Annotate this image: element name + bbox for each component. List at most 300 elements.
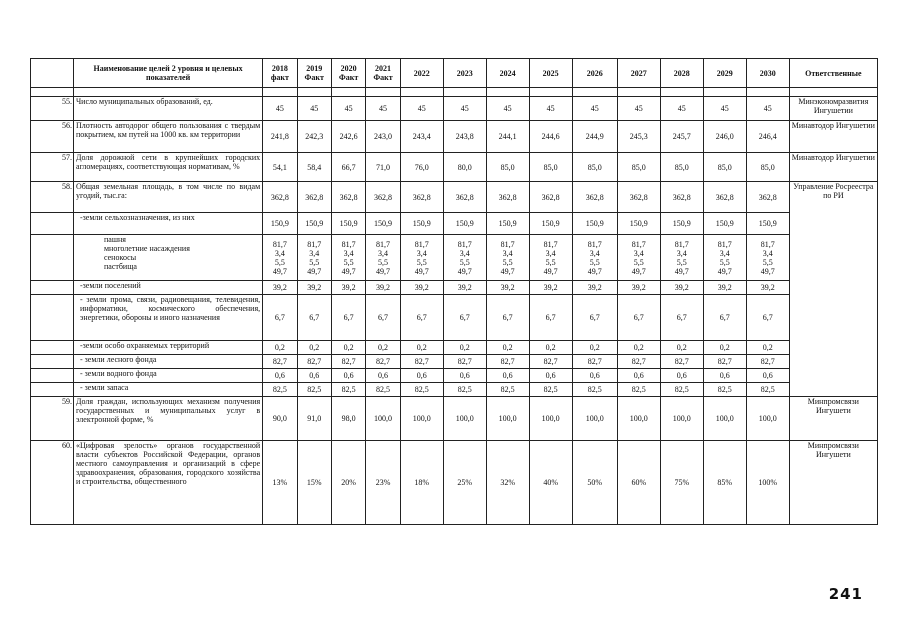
value-cell: 362,8	[529, 182, 572, 213]
value-cell: 362,8	[366, 182, 400, 213]
value-line: 81,7	[717, 239, 732, 249]
value-cell: 85,0	[746, 153, 789, 182]
value-cell: 45	[263, 97, 297, 121]
value-cell: 54,1	[263, 153, 297, 182]
value-cell: 25%	[443, 441, 486, 525]
value-cell: 0,6	[572, 369, 617, 383]
value-cell: 90,0	[263, 397, 297, 441]
header-year: 2028	[660, 59, 703, 88]
value-line: 5,5	[274, 257, 285, 267]
value-cell: 241,8	[263, 121, 297, 153]
value-cell: 45	[703, 97, 746, 121]
land-category-name: - земли лесного фонда	[73, 355, 262, 369]
value-line: 49,7	[272, 266, 287, 276]
value-line: 3,4	[762, 248, 773, 258]
value-line: 3,4	[502, 248, 513, 258]
value-cell: 0,6	[400, 369, 443, 383]
row-number: 57.	[31, 153, 74, 182]
value-cell: 82,7	[400, 355, 443, 369]
value-cell: 20%	[331, 441, 365, 525]
value-cell: 362,8	[443, 182, 486, 213]
table-row-land	[31, 383, 878, 397]
responsible-cell: Минпромсвязи Ингушети	[789, 397, 877, 441]
value-cell: 100,0	[366, 397, 400, 441]
value-cell: 245,7	[660, 121, 703, 153]
indicators-table-sheet	[30, 58, 878, 525]
value-line: 3,4	[459, 248, 470, 258]
value-line: 81,7	[341, 239, 356, 249]
value-line: 5,5	[719, 257, 730, 267]
value-cell: 82,7	[572, 355, 617, 369]
land-category-name: -земли поселений	[73, 281, 262, 295]
value-cell: 60%	[617, 441, 660, 525]
value-cell: 150,9	[400, 213, 443, 235]
value-line: 49,7	[587, 266, 602, 276]
value-line: 81,7	[307, 239, 322, 249]
value-cell: 39,2	[529, 281, 572, 295]
header-no	[31, 59, 74, 88]
value-line: 5,5	[502, 257, 513, 267]
value-cell: 243,8	[443, 121, 486, 153]
value-cell: 82,5	[297, 383, 331, 397]
value-cell: 150,9	[263, 213, 297, 235]
value-cell: 243,0	[366, 121, 400, 153]
header-year: 2030	[746, 59, 789, 88]
value-cell: 82,5	[529, 383, 572, 397]
value-cell: 100,0	[400, 397, 443, 441]
value-cell: 32%	[486, 441, 529, 525]
value-cell: 82,5	[486, 383, 529, 397]
table-row	[31, 121, 878, 153]
value-cell: 150,9	[703, 213, 746, 235]
value-line: 49,7	[500, 266, 515, 276]
value-cell: 0,2	[617, 341, 660, 355]
table-row	[31, 182, 878, 213]
value-cell: 0,6	[703, 369, 746, 383]
value-cell: 39,2	[572, 281, 617, 295]
table-row-land	[31, 281, 878, 295]
value-cell-multi	[366, 235, 400, 281]
value-cell: 0,6	[617, 369, 660, 383]
value-cell: 243,4	[400, 121, 443, 153]
value-cell: 6,7	[486, 295, 529, 341]
page-number: 241	[828, 585, 863, 603]
value-line: 3,4	[343, 248, 354, 258]
value-cell: 150,9	[366, 213, 400, 235]
value-line: 5,5	[589, 257, 600, 267]
header-year: 2019 Факт	[297, 59, 331, 88]
header-year: 2021 Факт	[366, 59, 400, 88]
value-cell-multi	[703, 235, 746, 281]
value-cell: 82,5	[617, 383, 660, 397]
value-cell: 13%	[263, 441, 297, 525]
value-cell: 0,6	[529, 369, 572, 383]
indicator-name: Число муниципальных образований, ед.	[73, 97, 262, 121]
value-line: 3,4	[719, 248, 730, 258]
value-cell: 45	[443, 97, 486, 121]
value-cell: 362,8	[297, 182, 331, 213]
value-cell: 0,2	[263, 341, 297, 355]
land-subtype-name: сенокосы	[103, 253, 137, 262]
header-year: 2022	[400, 59, 443, 88]
value-cell: 71,0	[366, 153, 400, 182]
table-header-row	[31, 59, 878, 88]
indicators-table	[30, 58, 878, 525]
value-cell: 362,8	[746, 182, 789, 213]
value-cell: 82,7	[529, 355, 572, 369]
value-cell: 100,0	[660, 397, 703, 441]
value-cell: 6,7	[703, 295, 746, 341]
value-cell: 82,5	[703, 383, 746, 397]
value-cell: 39,2	[331, 281, 365, 295]
value-cell: 6,7	[263, 295, 297, 341]
value-line: 5,5	[676, 257, 687, 267]
value-cell: 45	[297, 97, 331, 121]
row-number-empty	[31, 341, 74, 355]
value-cell: 45	[617, 97, 660, 121]
value-cell-multi	[746, 235, 789, 281]
value-line: 81,7	[674, 239, 689, 249]
indicator-name: Плотность автодорог общего пользования с твердым покрытием, км путей на 1000 кв. км территории	[73, 121, 262, 153]
value-cell: 150,9	[746, 213, 789, 235]
value-cell: 6,7	[443, 295, 486, 341]
value-cell-multi	[297, 235, 331, 281]
header-year: 2023	[443, 59, 486, 88]
value-cell: 45	[331, 97, 365, 121]
value-cell: 0,6	[366, 369, 400, 383]
indicator-name: Общая земельная площадь, в том числе по видам угодий, тыс.га:	[73, 182, 262, 213]
value-cell: 75%	[660, 441, 703, 525]
table-row-land	[31, 295, 878, 341]
value-cell: 6,7	[366, 295, 400, 341]
value-line: 5,5	[343, 257, 354, 267]
value-cell: 6,7	[617, 295, 660, 341]
value-cell: 246,0	[703, 121, 746, 153]
value-cell: 0,2	[529, 341, 572, 355]
header-year: 2020 Факт	[331, 59, 365, 88]
responsible-cell: Управление Росреестра по РИ	[789, 182, 877, 397]
value-line: 49,7	[760, 266, 775, 276]
row-number-empty	[31, 295, 74, 341]
value-cell: 244,6	[529, 121, 572, 153]
value-cell: 58,4	[297, 153, 331, 182]
land-category-name: - земли водного фонда	[73, 369, 262, 383]
responsible-cell: Минэкономразвития Ингушетии	[789, 97, 877, 121]
value-cell: 150,9	[297, 213, 331, 235]
value-cell: 45	[746, 97, 789, 121]
row-number: 59.	[31, 397, 74, 441]
value-line: 81,7	[376, 239, 391, 249]
value-cell: 244,1	[486, 121, 529, 153]
value-line: 49,7	[307, 266, 322, 276]
value-cell: 39,2	[443, 281, 486, 295]
value-cell: 362,8	[617, 182, 660, 213]
value-cell: 0,6	[331, 369, 365, 383]
value-line: 3,4	[676, 248, 687, 258]
value-line: 49,7	[457, 266, 472, 276]
value-cell: 362,8	[572, 182, 617, 213]
value-cell: 45	[572, 97, 617, 121]
value-cell: 85,0	[660, 153, 703, 182]
value-cell: 82,5	[746, 383, 789, 397]
table-row-land	[31, 213, 878, 235]
table-row-land	[31, 369, 878, 383]
value-cell: 242,3	[297, 121, 331, 153]
value-line: 3,4	[589, 248, 600, 258]
value-line: 49,7	[341, 266, 356, 276]
land-subtype-name: пашня	[103, 235, 126, 244]
value-cell: 100,0	[746, 397, 789, 441]
value-cell: 244,9	[572, 121, 617, 153]
value-line: 3,4	[378, 248, 389, 258]
value-cell: 82,5	[400, 383, 443, 397]
value-cell: 100,0	[703, 397, 746, 441]
value-cell: 39,2	[660, 281, 703, 295]
value-cell-multi	[572, 235, 617, 281]
value-cell: 245,3	[617, 121, 660, 153]
table-body	[31, 88, 878, 525]
value-cell-multi	[400, 235, 443, 281]
value-cell: 0,2	[486, 341, 529, 355]
land-subtype-name: пастбища	[103, 262, 137, 271]
value-cell: 6,7	[297, 295, 331, 341]
value-cell: 39,2	[366, 281, 400, 295]
value-line: 49,7	[631, 266, 646, 276]
value-cell: 66,7	[331, 153, 365, 182]
value-line: 81,7	[587, 239, 602, 249]
value-cell: 0,2	[297, 341, 331, 355]
value-line: 3,4	[274, 248, 285, 258]
value-cell: 0,2	[400, 341, 443, 355]
land-category-name: - земли прома, связи, радиовещания, телевидения, информатики, космического обеспечения, энергетики, обороны и иного назначения	[73, 295, 262, 341]
value-cell: 82,5	[660, 383, 703, 397]
value-cell: 150,9	[486, 213, 529, 235]
value-cell: 82,5	[331, 383, 365, 397]
value-cell: 150,9	[331, 213, 365, 235]
value-line: 49,7	[376, 266, 391, 276]
value-cell: 100,0	[572, 397, 617, 441]
value-cell: 0,6	[297, 369, 331, 383]
land-category-name: - земли запаса	[73, 383, 262, 397]
value-cell: 50%	[572, 441, 617, 525]
header-responsible: Ответственные	[789, 59, 877, 88]
value-cell: 0,2	[443, 341, 486, 355]
value-cell: 80,0	[443, 153, 486, 182]
land-category-name: -земли особо охраняемых территорий	[73, 341, 262, 355]
value-cell: 45	[486, 97, 529, 121]
value-line: 5,5	[309, 257, 320, 267]
row-number: 58.	[31, 182, 74, 213]
value-cell: 6,7	[331, 295, 365, 341]
value-cell: 82,7	[617, 355, 660, 369]
value-line: 81,7	[500, 239, 515, 249]
value-cell: 362,8	[486, 182, 529, 213]
value-cell: 45	[400, 97, 443, 121]
value-cell-multi	[486, 235, 529, 281]
responsible-cell: Минпромсвязи Ингушети	[789, 441, 877, 525]
value-cell: 150,9	[443, 213, 486, 235]
value-cell: 6,7	[572, 295, 617, 341]
value-cell: 0,6	[443, 369, 486, 383]
value-cell: 150,9	[572, 213, 617, 235]
value-cell: 82,5	[443, 383, 486, 397]
value-cell: 85,0	[572, 153, 617, 182]
value-cell: 82,7	[746, 355, 789, 369]
value-cell: 85,0	[617, 153, 660, 182]
value-cell: 91,0	[297, 397, 331, 441]
responsible-cell: Минавтодор Ингушетии	[789, 121, 877, 153]
table-row-land	[31, 355, 878, 369]
table-row-land	[31, 235, 878, 281]
value-cell: 0,2	[572, 341, 617, 355]
value-cell: 100%	[746, 441, 789, 525]
value-line: 81,7	[272, 239, 287, 249]
value-cell-multi	[443, 235, 486, 281]
header-year: 2027	[617, 59, 660, 88]
header-year: 2026	[572, 59, 617, 88]
value-cell: 39,2	[617, 281, 660, 295]
value-cell: 246,4	[746, 121, 789, 153]
value-line: 81,7	[414, 239, 429, 249]
value-line: 81,7	[631, 239, 646, 249]
indicator-name: Доля граждан, использующих механизм получения государственных и муниципальных услуг в электронной форме, %	[73, 397, 262, 441]
value-cell: 6,7	[529, 295, 572, 341]
value-line: 3,4	[416, 248, 427, 258]
value-line: 81,7	[760, 239, 775, 249]
land-category-name: -земли сельхозназначения, из них	[73, 213, 262, 235]
value-cell: 15%	[297, 441, 331, 525]
row-number: 56.	[31, 121, 74, 153]
value-cell: 362,8	[331, 182, 365, 213]
value-cell: 82,7	[263, 355, 297, 369]
value-cell: 23%	[366, 441, 400, 525]
value-cell: 82,7	[331, 355, 365, 369]
value-line: 5,5	[378, 257, 389, 267]
value-cell: 85,0	[703, 153, 746, 182]
value-line: 49,7	[674, 266, 689, 276]
row-number-empty	[31, 369, 74, 383]
value-line: 3,4	[309, 248, 320, 258]
value-cell: 150,9	[617, 213, 660, 235]
value-cell-multi	[331, 235, 365, 281]
value-cell: 39,2	[400, 281, 443, 295]
value-cell: 45	[529, 97, 572, 121]
value-cell: 0,2	[703, 341, 746, 355]
value-cell: 0,6	[263, 369, 297, 383]
value-cell: 362,8	[660, 182, 703, 213]
table-row-land	[31, 341, 878, 355]
value-cell: 85%	[703, 441, 746, 525]
value-line: 5,5	[416, 257, 427, 267]
value-cell: 0,2	[331, 341, 365, 355]
header-year: 2029	[703, 59, 746, 88]
value-cell: 39,2	[263, 281, 297, 295]
value-cell: 6,7	[660, 295, 703, 341]
value-cell: 39,2	[746, 281, 789, 295]
value-cell-multi	[263, 235, 297, 281]
value-cell: 150,9	[660, 213, 703, 235]
value-cell: 82,7	[297, 355, 331, 369]
value-cell: 45	[366, 97, 400, 121]
table-row	[31, 153, 878, 182]
row-number: 60.	[31, 441, 74, 525]
value-cell: 150,9	[529, 213, 572, 235]
value-cell: 100,0	[529, 397, 572, 441]
value-cell: 0,2	[660, 341, 703, 355]
value-line: 49,7	[414, 266, 429, 276]
value-cell: 39,2	[703, 281, 746, 295]
value-line: 5,5	[762, 257, 773, 267]
table-row	[31, 397, 878, 441]
value-cell: 82,7	[703, 355, 746, 369]
value-cell: 98,0	[331, 397, 365, 441]
indicator-name: Доля дорожной сети в крупнейших городских агломерациях, соответствующая нормативам, %	[73, 153, 262, 182]
value-line: 5,5	[545, 257, 556, 267]
value-cell: 85,0	[486, 153, 529, 182]
value-line: 3,4	[633, 248, 644, 258]
row-number-empty	[31, 213, 74, 235]
value-cell-multi	[660, 235, 703, 281]
value-cell: 76,0	[400, 153, 443, 182]
value-cell: 82,5	[263, 383, 297, 397]
value-cell: 39,2	[486, 281, 529, 295]
value-cell: 0,6	[660, 369, 703, 383]
value-cell: 0,2	[366, 341, 400, 355]
value-line: 5,5	[633, 257, 644, 267]
header-year: 2025	[529, 59, 572, 88]
row-number-empty	[31, 383, 74, 397]
land-subtype-names	[73, 235, 262, 281]
value-cell: 0,6	[486, 369, 529, 383]
value-cell: 82,7	[486, 355, 529, 369]
value-cell: 0,2	[746, 341, 789, 355]
value-cell: 100,0	[486, 397, 529, 441]
value-cell: 85,0	[529, 153, 572, 182]
header-year: 2018 факт	[263, 59, 297, 88]
value-line: 81,7	[457, 239, 472, 249]
table-row	[31, 97, 878, 121]
value-line: 3,4	[545, 248, 556, 258]
value-cell: 100,0	[617, 397, 660, 441]
value-cell: 82,5	[366, 383, 400, 397]
value-cell: 0,6	[746, 369, 789, 383]
value-cell: 82,7	[366, 355, 400, 369]
value-cell: 39,2	[297, 281, 331, 295]
row-number-empty	[31, 355, 74, 369]
table-row	[31, 441, 878, 525]
value-cell: 362,8	[400, 182, 443, 213]
value-cell: 242,6	[331, 121, 365, 153]
value-cell: 100,0	[443, 397, 486, 441]
value-line: 49,7	[543, 266, 558, 276]
value-cell: 82,5	[572, 383, 617, 397]
row-number-empty	[31, 281, 74, 295]
value-cell: 45	[660, 97, 703, 121]
header-year: 2024	[486, 59, 529, 88]
value-cell: 362,8	[703, 182, 746, 213]
value-line: 5,5	[459, 257, 470, 267]
blank-row	[31, 88, 878, 97]
responsible-cell: Минавтодор Ингушетии	[789, 153, 877, 182]
value-cell-multi	[617, 235, 660, 281]
value-line: 81,7	[543, 239, 558, 249]
land-subtype-name: многолетние насаждения	[103, 244, 190, 253]
row-number-empty	[31, 235, 74, 281]
value-line: 49,7	[717, 266, 732, 276]
value-cell: 18%	[400, 441, 443, 525]
value-cell: 6,7	[400, 295, 443, 341]
value-cell: 40%	[529, 441, 572, 525]
